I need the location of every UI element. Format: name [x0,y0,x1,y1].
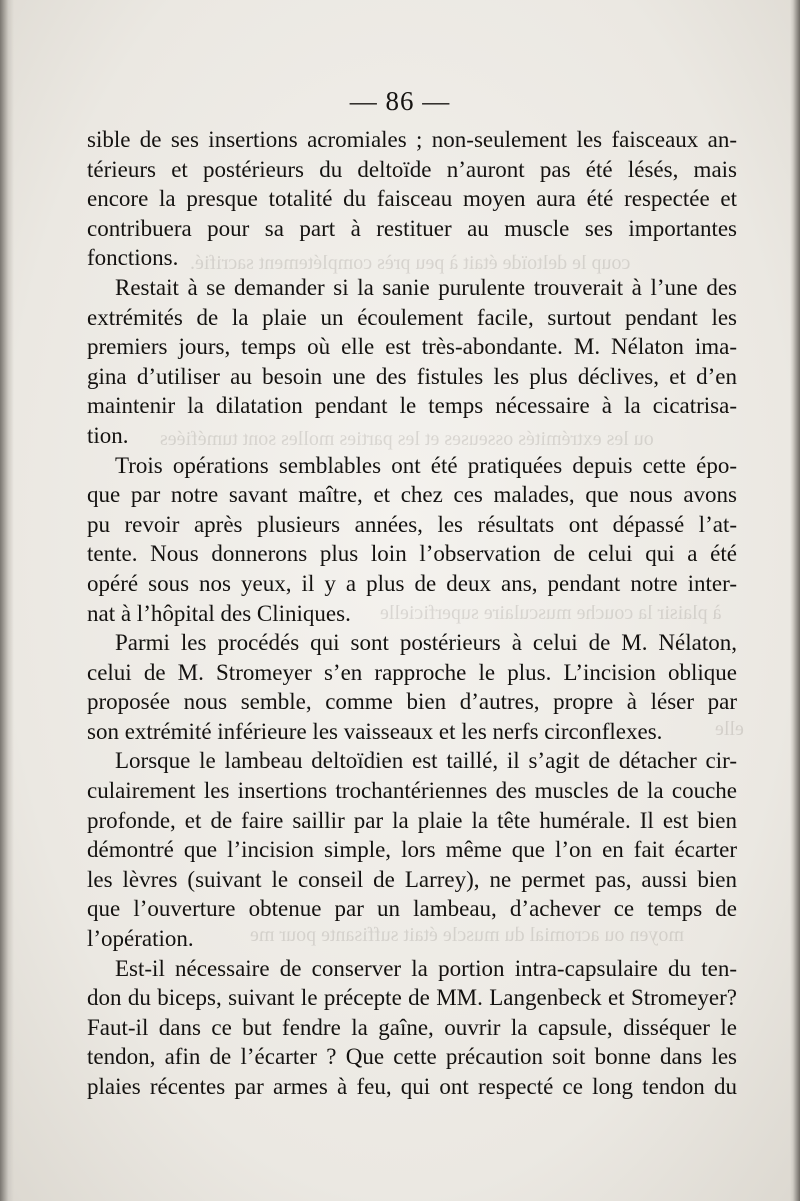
text-line: nat à l’hôpital des Cliniques. [87,600,351,626]
text-line: tion. [87,422,129,448]
page-number: — 86 — [349,86,451,116]
text-line: Est-il nécessaire de conserver la portion intra-capsulaire du ten- [115,955,737,981]
text-line: tente. Nous donnerons plus loin l’observation de celui qui a été [87,541,737,567]
text-line: les lèvres (suivant le conseil de Larrey), ne permet pas, aussi bien [87,866,737,892]
text-line: encore la presque totalité du faisceau moyen aura été respectée et [87,186,737,212]
text-line: culairement les insertions trochantériennes des muscles de la couche [87,778,737,804]
bleed-through-text: coup le deltoïde était à peu près complétement sacrifié. [190,252,631,274]
text-line: maintenir la dilatation pendant le temps nécessaire à la cicatrisa- [87,393,737,419]
text-line: gina d’utiliser au besoin une des fistules les plus déclives, et d’en [87,363,737,389]
text-line: sible de ses insertions acromiales ; non-seulement les faisceaux an- [87,127,737,152]
text-line: que par notre savant maître, et chez ces malades, que nous avons [87,482,737,508]
text-line: contribuera pour sa part à restituer au muscle ses importantes [87,215,737,241]
body-text [87,125,737,1102]
text-line: don du biceps, suivant le précepte de MM. Langenbeck et Stromeyer? [87,985,737,1011]
bleed-through-text: moyen ou acromial du muscle était suffisante pour me [250,924,684,946]
text-line: Lorsque le lambeau deltoïdien est taillé, il s’agit de détacher cir- [115,748,737,774]
text-line: premiers jours, temps où elle est très-abondante. M. Nélaton ima- [87,334,737,360]
text-line: plaies récentes par armes à feu, qui ont respecté ce long tendon du [87,1074,737,1099]
text-line: Faut-il dans ce but fendre la gaîne, ouvrir la capsule, disséquer le [87,1014,737,1040]
text-line: térieurs et postérieurs du deltoïde n’auront pas été lésés, mais [87,156,737,182]
text-line: proposée nous semble, comme bien d’autres, propre à léser par [87,689,737,715]
page-left-edge [0,0,14,1201]
bleed-through-text: à plaisir la couche musculaire superficielle [380,602,722,624]
text-line: fonctions. [87,245,179,271]
text-line: Restait à se demander si la sanie purulente trouverait à l’une des [115,274,737,300]
bleed-through-text: elle [715,718,744,740]
text-line: que l’ouverture obtenue par un lambeau, d’achever ce temps de [87,896,737,922]
text-line: profonde, et de faire saillir par la plaie la tête humérale. Il est bien [87,807,737,833]
text-line: démontré que l’incision simple, lors même que l’on en fait écarter [87,837,737,863]
bleed-through-text: ou les extrémités osseuses et les parties molles sont tuméfiées [160,428,654,450]
text-line: extrémités de la plaie un écoulement facile, surtout pendant les [87,304,737,330]
text-line: son extrémité inférieure les vaisseaux et les nerfs circonflexes. [87,718,663,744]
text-line: Parmi les procédés qui sont postérieurs à celui de M. Nélaton, [115,630,737,656]
text-line: l’opération. [87,926,194,952]
page-right-edge [790,0,800,1201]
text-line: pu revoir après plusieurs années, les résultats ont dépassé l’at- [87,511,737,537]
text-line: tendon, afin de l’écarter ? Que cette précaution soit bonne dans les [87,1044,737,1070]
text-line: celui de M. Stromeyer s’en rapproche le plus. L’incision oblique [87,659,737,685]
text-line: Trois opérations semblables ont été pratiquées depuis cette épo- [115,452,737,478]
text-line: opéré sous nos yeux, il y a plus de deux ans, pendant notre inter- [87,570,737,596]
